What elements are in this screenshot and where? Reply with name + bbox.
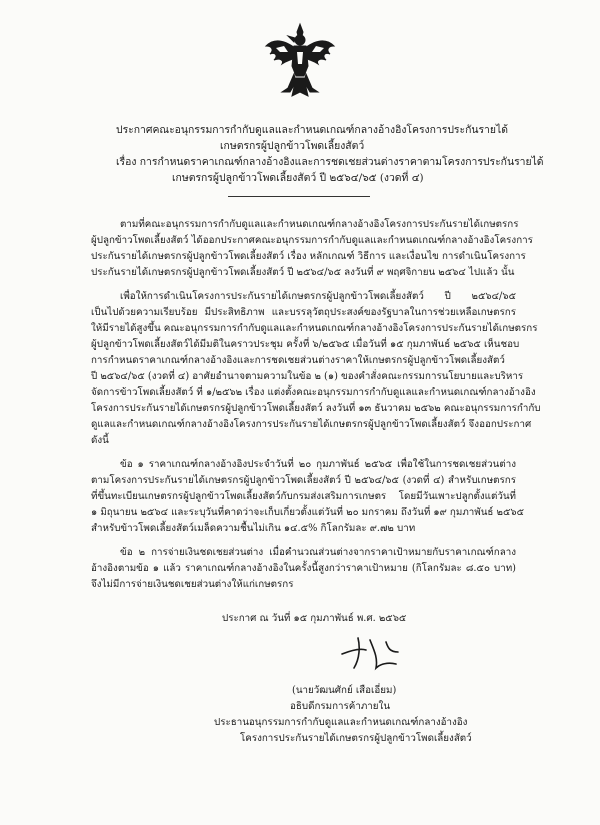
para2-line: เพื่อให้การดำเนินโครงการประกันรายได้เกษตรกรผู้ปลูกข้าวโพดเลี้ยงสัตว์ ปี ๒๕๖๔/๖๕ [120,291,516,302]
signatory-position: ประธานอนุกรรมการกำกับดูแลและกำหนดเกณฑ์กลางอ้างอิง [214,717,468,728]
para2-line: การกำหนดราคาเกณฑ์กลางอ้างอิงและการชดเชยส่วนต่างราคาให้เกษตรกรผู้ปลูกข้าวโพดเลี้ยงสัตว์ [91,355,505,366]
para2-line: ให้มีรายได้สูงขึ้น คณะอนุกรรมการกำกับดูแลและกำหนดเกณฑ์กลางอ้างอิงโครงการประกันรายได้เกษตรกร [91,323,538,334]
para2-line: ผู้ปลูกข้าวโพดเลี้ยงสัตว์ได้มีมติในคราวประชุม ครั้งที่ ๖/๒๕๖๕ เมื่อวันที่ ๑๕ กุมภาพันธ์ ๒๕๖๕ เห็นชอบ [91,339,520,350]
para2-line: ดูแลและกำหนดเกณฑ์กลางอ้างอิงโครงการประกันรายได้เกษตรกรผู้ปลูกข้าวโพดเลี้ยงสัตว์ จึงออกประกาศ [91,419,532,430]
para2-line: ดังนี้ [91,435,109,446]
para2-line: จัดการข้าวโพดเลี้ยงสัตว์ ที่ ๑/๒๕๖๒ เรื่อง แต่งตั้งคณะอนุกรรมการกำกับดูแลและกำหนดเกณฑ์กลางอ้างอิง [91,387,536,398]
title-line-4: เกษตรกรผู้ปลูกข้าวโพดเลี้ยงสัตว์ ปี ๒๕๖๔/๖๕ (งวดที่ ๔) [172,172,424,184]
para1-line: ประกันรายได้เกษตรกรผู้ปลูกข้าวโพดเลี้ยงสัตว์ เรื่อง หลักเกณฑ์ วิธีการ และเงื่อนไข การดำเนินโครงการ [91,251,526,262]
title-underline [228,196,370,197]
para2-line: ปี ๒๕๖๔/๖๕ (งวดที่ ๔) อาศัยอำนาจตามความในข้อ ๒ (๑) ของคำสั่งคณะกรรมการนโยบายและบริหาร [91,371,524,382]
title-line-3: เรื่อง การกำหนดราคาเกณฑ์กลางอ้างอิงและการชดเชยส่วนต่างราคาตามโครงการประกันรายได้ [116,156,544,168]
garuda-emblem-icon [264,22,336,102]
para4-line: จึงไม่มีการจ่ายเงินชดเชยส่วนต่างให้แก่เกษตรกร [91,579,294,590]
para4-line: อ้างอิงตามข้อ ๑ แล้ว ราคาเกณฑ์กลางอ้างอิงในครั้งนี้สูงกว่าราคาเป้าหมาย (กิโลกรัมละ ๘.๕๐ บาท) [91,563,516,574]
signatory-name: (นายวัฒนศักย์ เสือเอี่ยม) [292,685,397,696]
signatory-position: อธิบดีกรมการค้าภายใน [290,701,391,712]
para1-line: ตามที่คณะอนุกรรมการกำกับดูแลและกำหนดเกณฑ์กลางอ้างอิงโครงการประกันรายได้เกษตรกร [120,219,519,230]
para3-line: ที่ขึ้นทะเบียนเกษตรกรผู้ปลูกข้าวโพดเลี้ยงสัตว์กับกรมส่งเสริมการเกษตร โดยมีวันเพาะปลูกตั้งแต่วันที่ [91,491,516,502]
title-line-2: เกษตรกรผู้ปลูกข้าวโพดเลี้ยงสัตว์ [220,140,365,152]
para3-line: สำหรับข้าวโพดเลี้ยงสัตว์เมล็ดความชื้นไม่เกิน ๑๔.๕% กิโลกรัมละ ๙.๗๒ บาท [91,523,416,534]
para3-line: ตามโครงการประกันรายได้เกษตรกรผู้ปลูกข้าวโพดเลี้ยงสัตว์ ปี ๒๕๖๔/๖๕ (งวดที่ ๔) สำหรับเกษตรกร [91,475,516,486]
title-line-1: ประกาศคณะอนุกรรมการกำกับดูแลและกำหนดเกณฑ์กลางอ้างอิงโครงการประกันรายได้ [116,124,508,136]
para1-line: ผู้ปลูกข้าวโพดเลี้ยงสัตว์ ได้ออกประกาศคณะอนุกรรมการกำกับดูแลและกำหนดเกณฑ์กลางอ้างอิงโครงการ [91,235,533,246]
announcement-date: ประกาศ ณ วันที่ ๑๕ กุมภาพันธ์ พ.ศ. ๒๕๖๕ [222,613,407,624]
signatory-position: โครงการประกันรายได้เกษตรกรผู้ปลูกข้าวโพดเลี้ยงสัตว์ [240,733,472,744]
para3-line: ๑ มิถุนายน ๒๕๖๔ และระบุวันที่คาดว่าจะเก็บเกี่ยวตั้งแต่วันที่ ๒๐ มกราคม ถึงวันที่ ๑๙ กุมภาพันธ์ ๒๕๖๕ [91,507,525,518]
para2-line: เป็นไปด้วยความเรียบร้อย มีประสิทธิภาพ และบรรลุวัตถุประสงค์ของรัฐบาลในการช่วยเหลือเกษตรกร [91,307,516,318]
signature-icon [336,628,426,680]
para3-line: ข้อ ๑ ราคาเกณฑ์กลางอ้างอิงประจำวันที่ ๒๐ กุมภาพันธ์ ๒๕๖๕ เพื่อใช้ในการชดเชยส่วนต่าง [120,459,516,470]
para2-line: โครงการประกันรายได้เกษตรกรผู้ปลูกข้าวโพดเลี้ยงสัตว์ ลงวันที่ ๑๓ ธันวาคม ๒๕๖๒ คณะอนุกรรมการกำกับ [91,403,541,414]
para4-line: ข้อ ๒ การจ่ายเงินชดเชยส่วนต่าง เมื่อคำนวณส่วนต่างจากราคาเป้าหมายกับราคาเกณฑ์กลาง [120,547,516,558]
para1-line: ประกันรายได้เกษตรกรผู้ปลูกข้าวโพดเลี้ยงสัตว์ ปี ๒๕๖๔/๖๕ ลงวันที่ ๙ พฤศจิกายน ๒๕๖๔ ไปแล้ว นั้น [91,267,515,278]
